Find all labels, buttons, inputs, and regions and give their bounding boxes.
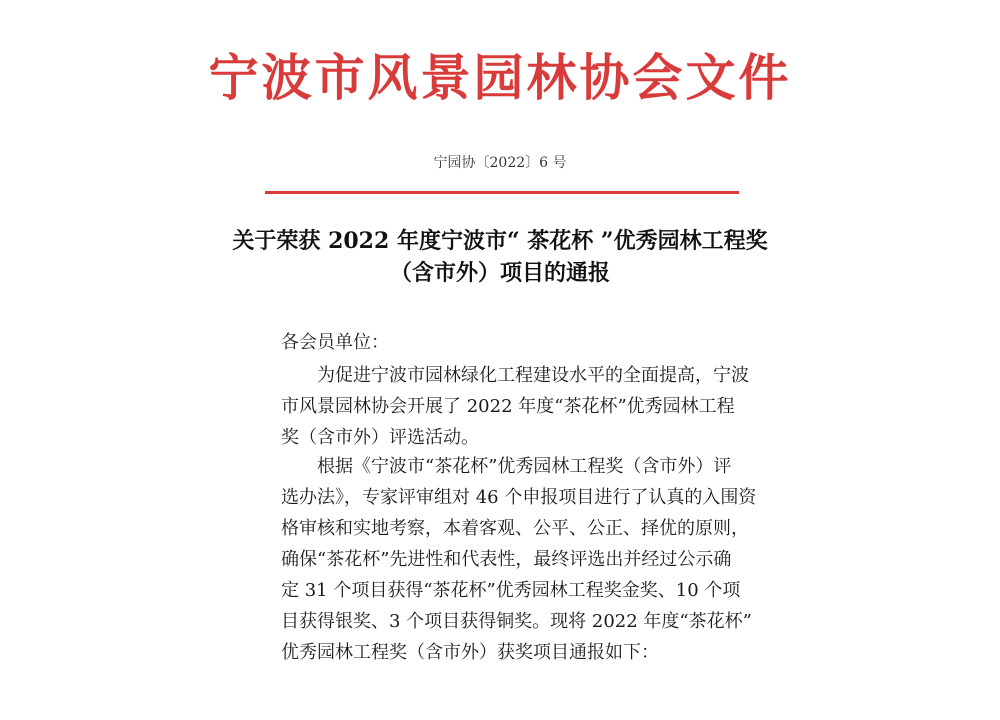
paragraph-line: 为促进宁波市园林绿化工程建设水平的全面提高，宁波 — [317, 365, 749, 386]
paragraph-line: 奖（含市外）评选活动。 — [281, 427, 479, 448]
salutation: 各会员单位： — [281, 332, 389, 353]
notice-title-line-1: 关于荣获 2022 年度宁波市“ 茶花杯 ”优秀园林工程奖 — [232, 228, 768, 254]
paragraph-line: 根据《宁波市“茶花杯”优秀园林工程奖（含市外）评 — [317, 456, 732, 477]
paragraph-1 — [281, 360, 749, 453]
paragraph-line: 选办法》，专家评审组对 46 个申报项目进行了认真的入围资 — [281, 487, 757, 508]
paragraph-line: 定 31 个项目获得“茶花杯”优秀园林工程奖金奖、10 个项 — [281, 580, 741, 601]
paragraph-line: 目获得银奖、3 个项目获得铜奖。现将 2022 年度“茶花杯” — [281, 611, 752, 632]
paragraph-line: 市风景园林协会开展了 2022 年度“茶花杯”优秀园林工程 — [281, 396, 735, 417]
paragraph-2 — [281, 451, 757, 668]
document-header-title: 宁波市风景园林协会文件 — [208, 49, 792, 107]
document-number: 宁园协〔2022〕6 号 — [433, 155, 567, 171]
paragraph-line: 优秀园林工程奖（含市外）获奖项目通报如下： — [281, 642, 659, 663]
notice-title-line-2: （含市外）项目的通报 — [389, 260, 610, 286]
paragraph-line: 确保“茶花杯”先进性和代表性，最终评选出并经过公示确 — [281, 549, 732, 570]
red-divider-line — [265, 191, 739, 194]
paragraph-line: 格审核和实地考察，本着客观、公平、公正、择优的原则， — [281, 518, 749, 539]
